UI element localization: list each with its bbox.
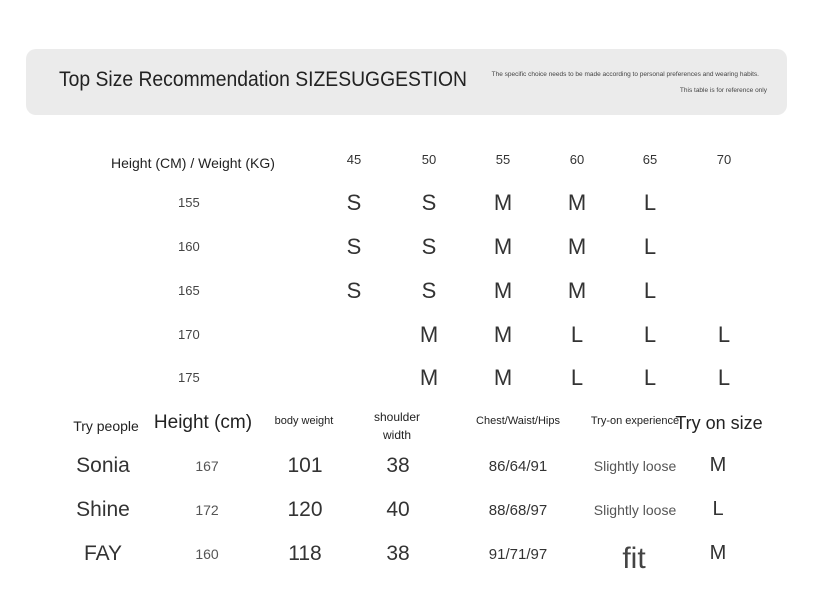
size-cell: M bbox=[493, 365, 513, 390]
header-banner bbox=[26, 49, 787, 115]
tester-size: M bbox=[709, 454, 727, 476]
tester-experience: Slightly loose bbox=[593, 502, 677, 518]
tester-weight: 101 bbox=[287, 454, 323, 477]
size-cell: L bbox=[570, 322, 584, 347]
height-label-160: 160 bbox=[178, 239, 200, 254]
tester-size: M bbox=[709, 542, 727, 564]
weight-header-65: 65 bbox=[642, 152, 658, 167]
height-label-155: 155 bbox=[178, 195, 200, 210]
page-title: Top Size Recommendation SIZESUGGESTION bbox=[59, 68, 468, 91]
weight-header-45: 45 bbox=[346, 152, 362, 167]
size-cell: S bbox=[421, 190, 437, 215]
tester-name: Sonia bbox=[76, 454, 130, 477]
header-try-people: Try people bbox=[73, 418, 139, 434]
banner-note-preferences: The specific choice needs to be made according to personal preferences and wearing habits. bbox=[491, 71, 759, 78]
size-cell: L bbox=[643, 234, 657, 259]
size-chart-header-label: Height (CM) / Weight (KG) bbox=[111, 155, 275, 171]
tester-name: Shine bbox=[76, 498, 130, 521]
tester-name: FAY bbox=[83, 542, 123, 565]
tester-chest-waist-hips: 91/71/97 bbox=[488, 546, 548, 563]
size-cell: S bbox=[346, 278, 362, 303]
header-chest-waist-hips: Chest/Waist/Hips bbox=[476, 415, 560, 427]
size-cell: L bbox=[717, 365, 731, 390]
header-shoulder-line1: shoulder bbox=[373, 410, 421, 424]
header-shoulder-line2: width bbox=[382, 428, 412, 442]
size-cell: S bbox=[346, 190, 362, 215]
size-cell: M bbox=[493, 190, 513, 215]
tester-height: 167 bbox=[195, 458, 219, 474]
tester-weight: 120 bbox=[287, 498, 323, 521]
tester-size: L bbox=[712, 498, 724, 520]
size-cell: M bbox=[567, 278, 587, 303]
size-cell: M bbox=[493, 278, 513, 303]
size-cell: M bbox=[567, 234, 587, 259]
header-try-on-size: Try on size bbox=[675, 413, 763, 433]
tester-weight: 118 bbox=[288, 542, 322, 565]
height-label-165: 165 bbox=[178, 283, 200, 298]
weight-header-55: 55 bbox=[495, 152, 511, 167]
size-cell: M bbox=[493, 234, 513, 259]
size-cell: L bbox=[643, 190, 657, 215]
size-cell: L bbox=[717, 322, 731, 347]
tester-experience: Slightly loose bbox=[593, 458, 677, 474]
size-cell: L bbox=[643, 322, 657, 347]
size-cell: L bbox=[643, 365, 657, 390]
tester-shoulder: 38 bbox=[386, 454, 410, 477]
height-label-175: 175 bbox=[178, 370, 200, 385]
header-tryon-experience: Try-on experience bbox=[590, 415, 680, 427]
weight-header-50: 50 bbox=[421, 152, 437, 167]
weight-header-70: 70 bbox=[716, 152, 732, 167]
size-cell: L bbox=[643, 278, 657, 303]
size-cell: M bbox=[419, 322, 439, 347]
tester-shoulder: 38 bbox=[386, 542, 410, 565]
header-body-weight: body weight bbox=[274, 415, 334, 427]
height-label-170: 170 bbox=[178, 327, 200, 342]
tester-shoulder: 40 bbox=[386, 498, 410, 521]
size-cell: M bbox=[419, 365, 439, 390]
tester-height: 160 bbox=[195, 546, 219, 562]
size-cell: M bbox=[567, 190, 587, 215]
header-height: Height (cm) bbox=[153, 412, 253, 433]
banner-note-reference: This table is for reference only bbox=[679, 87, 767, 94]
size-cell: L bbox=[570, 365, 584, 390]
size-cell: S bbox=[421, 278, 437, 303]
tester-chest-waist-hips: 88/68/97 bbox=[488, 502, 548, 519]
size-cell: S bbox=[346, 234, 362, 259]
weight-header-60: 60 bbox=[569, 152, 585, 167]
size-cell: S bbox=[421, 234, 437, 259]
size-cell: M bbox=[493, 322, 513, 347]
tester-chest-waist-hips: 86/64/91 bbox=[488, 458, 548, 475]
tester-height: 172 bbox=[195, 502, 219, 518]
tester-experience: fit bbox=[622, 542, 646, 575]
